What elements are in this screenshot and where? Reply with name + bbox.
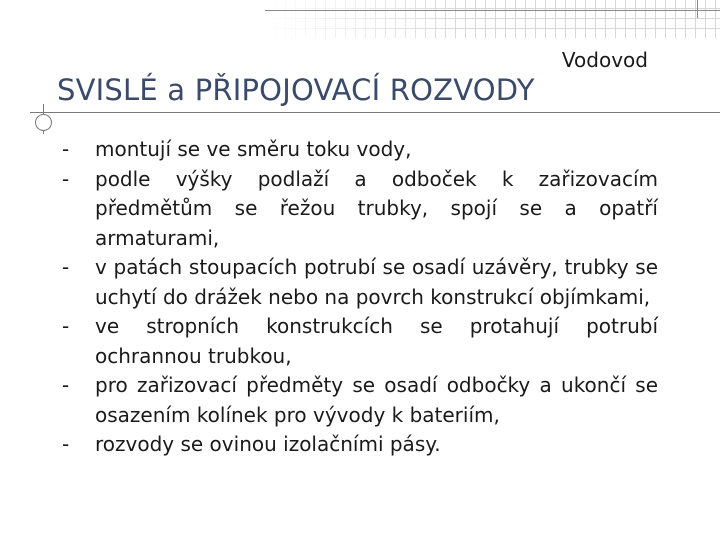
dash-icon: - (62, 137, 70, 161)
bullet-item (62, 135, 658, 165)
dash-icon: - (62, 166, 70, 191)
bullet-item (62, 371, 658, 430)
section-label: Vodovod (561, 48, 648, 72)
title-underline (30, 112, 720, 113)
bullet-item (62, 253, 658, 312)
bullet-text: ve stropních konstrukcích se protahují potrubí ochrannou trubkou, (95, 314, 658, 368)
bullet-list (62, 135, 658, 460)
dash-icon: - (62, 432, 70, 456)
bullet-item (62, 430, 658, 460)
dash-icon: - (62, 314, 70, 338)
circle-ornament-icon (35, 114, 52, 131)
corner-grid-decoration (265, 0, 720, 38)
corner-rule-horizontal (265, 10, 720, 11)
bullet-item (62, 165, 658, 254)
bullet-text: podle výšky podlaží a odboček k zařizovacím předmětům se řežou trubky, spojí se a opatří armaturami, (95, 166, 658, 250)
bullet-item (62, 312, 658, 371)
bullet-text: pro zařizovací předměty se osadí odbočky a ukončí se osazením kolínek pro vývody k bateriím, (95, 373, 658, 427)
bullet-text: rozvody se ovinou izolačními pásy. (95, 432, 441, 456)
slide-title: SVISLÉ a PŘIPOJOVACÍ ROZVODY (57, 73, 535, 107)
bullet-text: v patách stoupacích potrubí se osadí uzávěry, trubky se uchytí do drážek nebo na povrch konstrukcí objímkami, (95, 255, 658, 309)
corner-rule-vertical (697, 0, 698, 18)
dash-icon: - (62, 373, 70, 397)
dash-icon: - (62, 255, 70, 279)
bullet-text: montují se ve směru toku vody, (95, 137, 412, 161)
